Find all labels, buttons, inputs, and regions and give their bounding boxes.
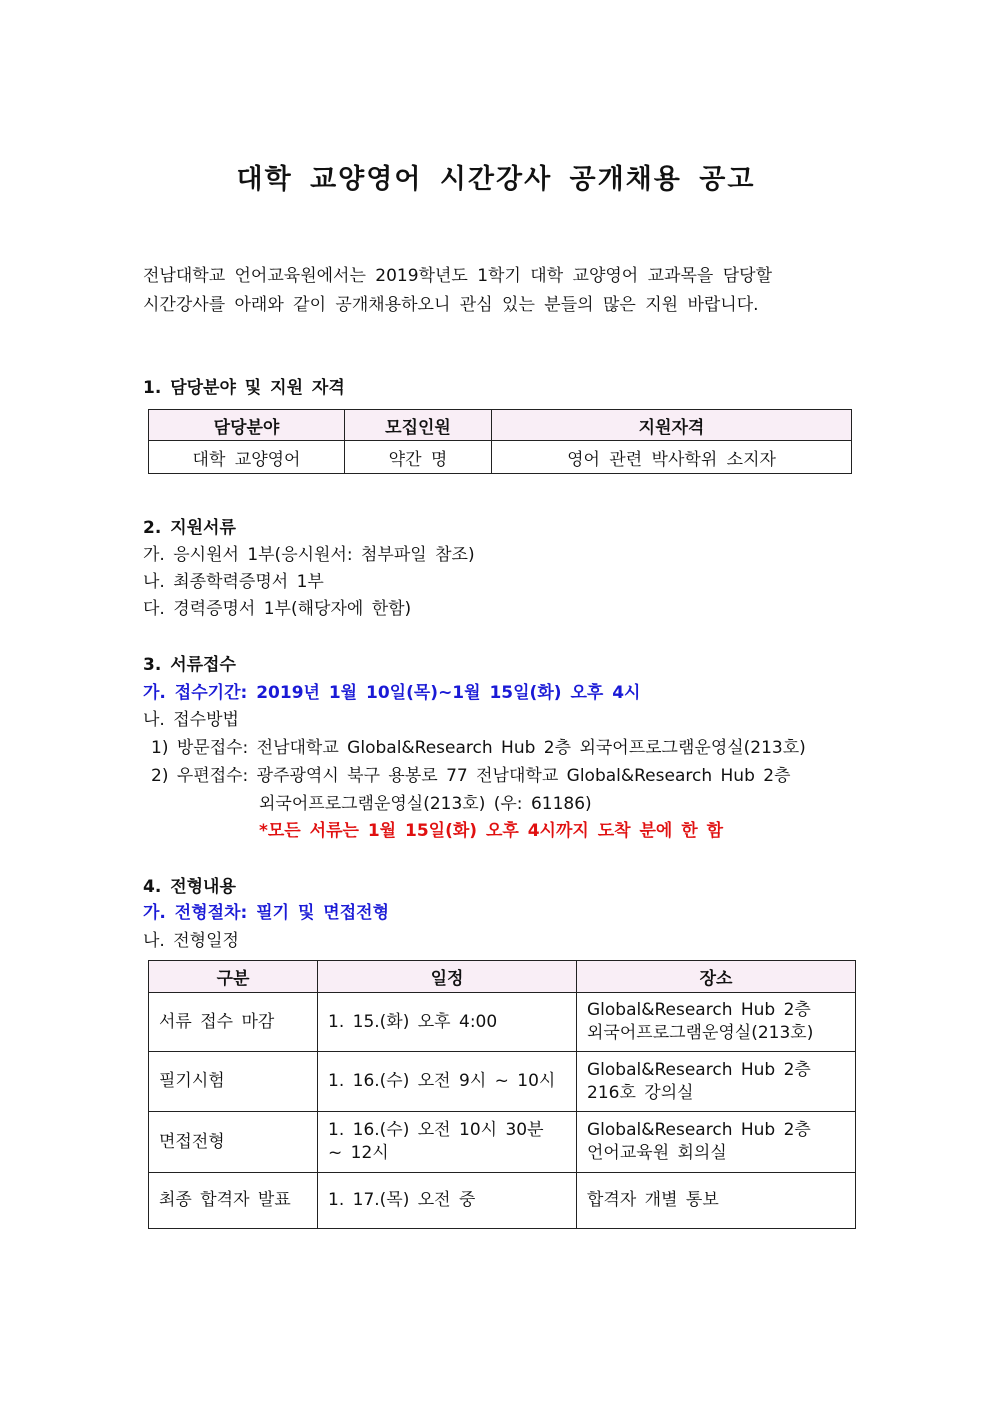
place-line: Global&Research Hub 2층	[587, 1000, 811, 1020]
table-header: 모집인원	[345, 410, 492, 441]
submission-period: 가. 접수기간: 2019년 1월 10일(목)~1월 15일(화) 오후 4시	[143, 683, 641, 703]
section-heading: 3. 서류접수	[143, 655, 236, 675]
list-item: 나. 접수방법	[143, 710, 239, 730]
table-cell: 약간 명	[345, 441, 492, 474]
qualification-table	[148, 409, 852, 474]
list-item: 외국어프로그램운영실(213호) (우: 61186)	[259, 794, 592, 814]
section-heading: 1. 담당분야 및 지원 자격	[143, 378, 345, 398]
place-line: Global&Research Hub 2층	[587, 1120, 811, 1140]
intro-line: 전남대학교 언어교육원에서는 2019학년도 1학기 대학 교양영어 교과목을 담당할	[143, 266, 772, 286]
table-header: 일정	[318, 961, 577, 993]
table-header: 구분	[149, 961, 318, 993]
table-cell: 면접전형	[149, 1112, 318, 1173]
place-line: 외국어프로그램운영실(213호)	[587, 1023, 814, 1043]
section-heading: 2. 지원서류	[143, 518, 236, 538]
place-line: 언어교육원 회의실	[587, 1143, 727, 1163]
deadline-note: *모든 서류는 1월 15일(화) 오후 4시까지 도착 분에 한 함	[259, 821, 724, 841]
table-cell: 1. 15.(화) 오후 4:00	[318, 993, 577, 1052]
table-cell: 최종 합격자 발표	[149, 1173, 318, 1229]
table-row	[149, 1052, 856, 1112]
list-item: 2) 우편접수: 광주광역시 북구 용봉로 77 전남대학교 Global&Research Hub 2층	[151, 766, 791, 786]
table-cell: 필기시험	[149, 1052, 318, 1112]
schedule-table	[148, 960, 856, 1229]
table-cell	[577, 1173, 856, 1229]
table-cell	[577, 993, 856, 1052]
table-cell: 영어 관련 박사학위 소지자	[492, 441, 852, 474]
section-heading: 4. 전형내용	[143, 877, 236, 897]
table-cell: 대학 교양영어	[149, 441, 345, 474]
selection-procedure: 가. 전형절차: 필기 및 면접전형	[143, 903, 389, 923]
place-line: 합격자 개별 통보	[587, 1190, 719, 1210]
intro-paragraph	[143, 262, 843, 320]
table-cell: 1. 16.(수) 오전 10시 30분 ~ 12시	[318, 1112, 577, 1173]
list-item: 나. 최종학력증명서 1부	[143, 572, 324, 592]
table-row	[149, 993, 856, 1052]
table-cell: 서류 접수 마감	[149, 993, 318, 1052]
table-header: 지원자격	[492, 410, 852, 441]
list-item: 가. 응시원서 1부(응시원서: 첨부파일 참조)	[143, 545, 475, 565]
place-line: 216호 강의실	[587, 1082, 694, 1103]
table-cell: 1. 16.(수) 오전 9시 ~ 10시	[318, 1052, 577, 1112]
table-header: 장소	[577, 961, 856, 993]
table-header: 담당분야	[149, 410, 345, 441]
table-cell	[577, 1052, 856, 1112]
list-item: 1) 방문접수: 전남대학교 Global&Research Hub 2층 외국어프로그램운영실(213호)	[151, 738, 806, 758]
intro-line: 시간강사를 아래와 같이 공개채용하오니 관심 있는 분들의 많은 지원 바랍니다.	[143, 295, 759, 315]
table-cell	[577, 1112, 856, 1173]
list-item: 나. 전형일정	[143, 931, 239, 951]
page-title: 대학 교양영어 시간강사 공개채용 공고	[236, 164, 756, 195]
list-item: 다. 경력증명서 1부(해당자에 한함)	[143, 599, 412, 619]
place-line: Global&Research Hub 2층	[587, 1059, 811, 1080]
table-row	[149, 1173, 856, 1229]
table-cell: 1. 17.(목) 오전 중	[318, 1173, 577, 1229]
table-row	[149, 1112, 856, 1173]
